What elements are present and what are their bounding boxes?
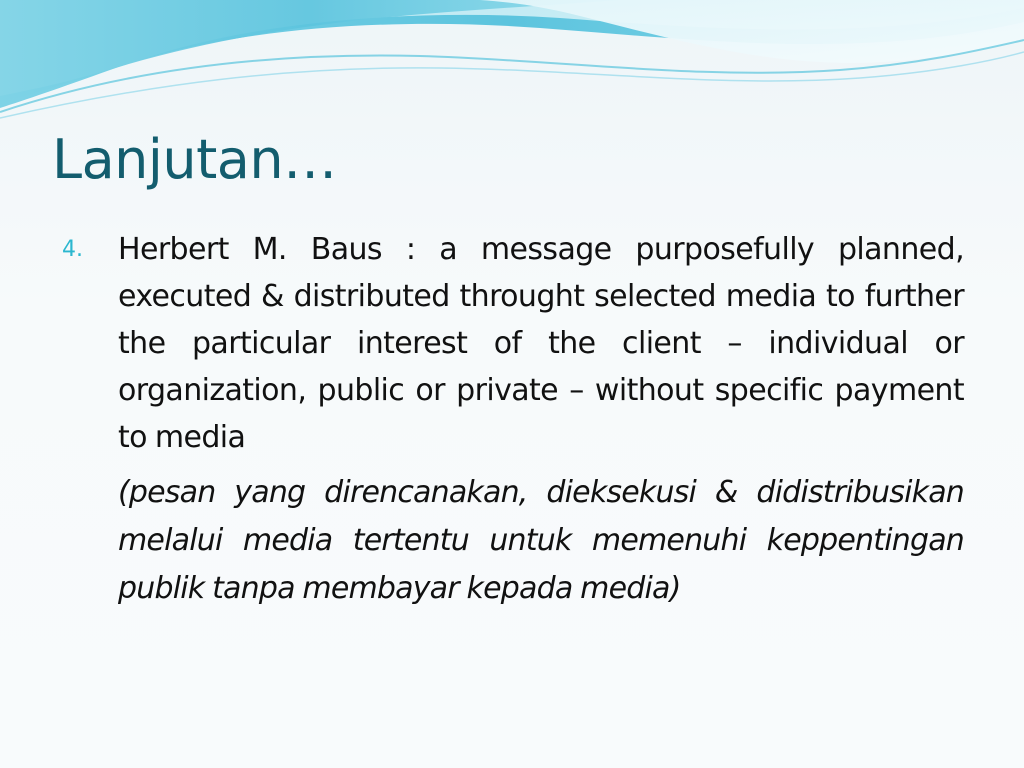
definition-text: Herbert M. Baus : a message purposefully planned, executed & distributed throught selected media to further the particular interest of the client – individual or organization, public or private – without specific payment to media [118,232,964,455]
list-item-number: 4. [62,237,83,262]
slide-content [62,226,964,613]
list-item [62,226,964,613]
list-item-body [118,226,964,613]
slide-title: Lanjutan… [52,128,337,191]
header-wave-decoration [0,0,1024,130]
translation-text: (pesan yang direncanakan, dieksekusi & didistribusikan melalui media tertentu untuk memenuhi keppentingan publik tanpa membayar kepada media) [118,475,964,606]
